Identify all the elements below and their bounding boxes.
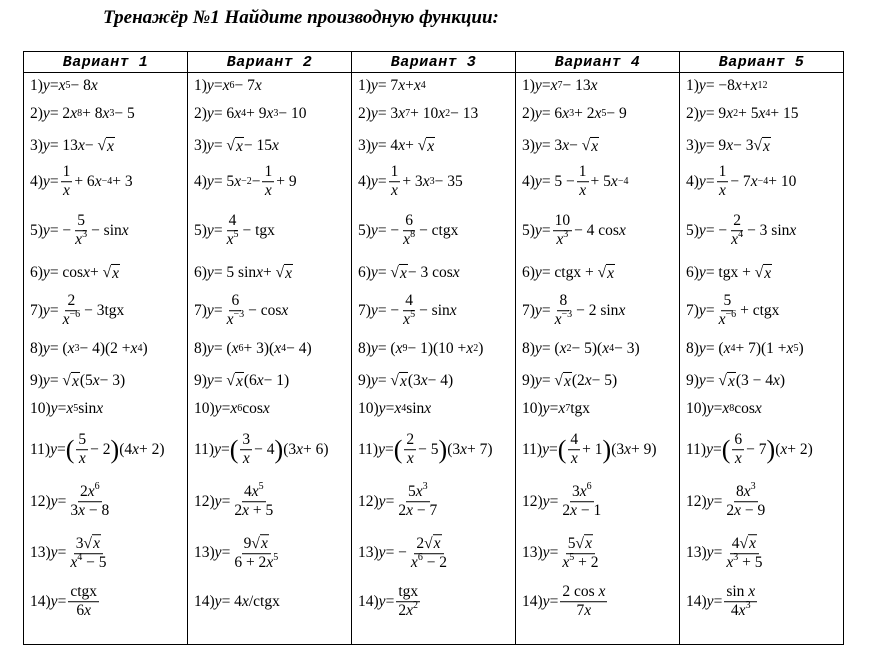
problem-item: 3) y = 4 x + √ x <box>358 136 435 155</box>
problem-item: 12) y = $\frac{4x^5}{2x + 5}$ <box>194 481 274 520</box>
problem-item: 10) y = x 4 sin x <box>358 400 432 417</box>
problem-item: 4) y = 5 − $\frac{1}{x}$ + 5 x −4 <box>522 163 629 200</box>
problem-item: 3) y = 3 x − √ x <box>522 136 599 155</box>
problem-item: 11) y = ( $\frac{5}{x}$ − 2 ) (4 x + 2) <box>30 431 165 468</box>
problem-item: 4) y = $\frac{1}{x}$ − 7 x −4 + 10 <box>686 163 797 200</box>
exercise-table <box>23 51 844 645</box>
problem-item: 1) y = 7 x + x 4 <box>358 77 426 94</box>
problem-item: 13) y = $\frac{4√x}{x^3 + 5}$ <box>686 535 763 572</box>
problem-item: 7) y = $\frac{2}{x^{-6}}$ − 3tgx <box>30 292 125 329</box>
problem-item: 13) y = − $\frac{2√x}{x^6 - 2}$ <box>358 535 448 572</box>
problem-item: 10) y = x 5 sin x <box>30 400 104 417</box>
problem-item: 8) y = ( x 4 + 7)(1 + x 5 ) <box>686 340 804 357</box>
problem-item: 10) y = x 8 cos x <box>686 400 762 417</box>
problem-item: 12) y = $\frac{8x^3}{2x - 9}$ <box>686 481 766 520</box>
variant-column <box>516 73 680 645</box>
problem-item: 4) y = 5 x −2 − $\frac{1}{x}$ + 9 <box>194 163 297 200</box>
variant-column <box>24 73 188 645</box>
problem-item: 8) y = ( x 9 − 1)(10 + x 2 ) <box>358 340 484 357</box>
problem-item: 8) y = ( x 3 − 4)(2 + x 4 ) <box>30 340 148 357</box>
problem-item: 12) y = $\frac{5x^3}{2x - 7}$ <box>358 481 438 520</box>
problem-item: 11) y = ( $\frac{3}{x}$ − 4 ) (3 x + 6) <box>194 431 329 468</box>
problem-item: 3) y = √ x − 15 x <box>194 136 279 155</box>
problem-item: 14) y = $\frac{\text{2 cos x}}{7x}$ <box>522 583 606 620</box>
problem-item: 3) y = 13 x − √ x <box>30 136 114 155</box>
problem-item: 7) y = $\frac{5}{x^{-6}}$ + ctgx <box>686 292 780 329</box>
problem-item: 3) y = 9 x − 3√ x <box>686 136 770 155</box>
problem-item: 14) y = $\frac{\text{sin x}}{4x^3}$ <box>686 583 756 620</box>
problem-item: 9) y = √ x (3 x − 4) <box>358 371 454 390</box>
problem-item: 14) y = $\frac{\text{tgx}}{2x^2}$ <box>358 583 419 620</box>
problem-item: 1) y = −8 x + x 12 <box>686 77 768 94</box>
problem-item: 2) y = 6 x 4 + 9 x 3 − 10 <box>194 105 307 122</box>
problem-item: 8) y = ( x 2 − 5)( x 4 − 3) <box>522 340 640 357</box>
variant-column <box>188 73 352 645</box>
problem-item: 2) y = 9 x 2 + 5 x 4 + 15 <box>686 105 799 122</box>
problem-item: 5) y = − $\frac{5}{x^3}$ − sin x <box>30 212 129 249</box>
problem-item: 11) y = ( $\frac{2}{x}$ − 5 ) (3 x + 7) <box>358 431 493 468</box>
problem-item: 7) y = $\frac{6}{x^{-3}}$ − cos x <box>194 292 289 329</box>
variant-header: Вариант 1 <box>24 52 188 73</box>
problem-item: 7) y = − $\frac{4}{x^5}$ − sin x <box>358 292 457 329</box>
problem-item: 1) y = x 7 − 13 x <box>522 77 598 94</box>
problem-item: 12) y = $\frac{3x^6}{2x - 1}$ <box>522 481 602 520</box>
problem-item: 10) y = x 7 tgx <box>522 400 591 417</box>
problem-item: 5) y = $\frac{10}{x^3}$ − 4 cos x <box>522 212 626 249</box>
problem-item: 2) y = 2 x 8 + 8 x 3 − 5 <box>30 105 135 122</box>
problem-item: 14) y = 4 x /ctgx <box>194 593 280 610</box>
variant-header-row <box>24 52 844 73</box>
problem-item: 2) y = 3 x 7 + 10 x 2 − 13 <box>358 105 479 122</box>
problem-item: 1) y = x 5 − 8 x <box>30 77 98 94</box>
problem-item: 5) y = $\frac{4}{x^5}$ − tgx <box>194 212 275 249</box>
problem-item: 11) y = ( $\frac{6}{x}$ − 7 ) ( x + 2) <box>686 431 813 468</box>
problem-item: 9) y = √ x (2 x − 5) <box>522 371 618 390</box>
problem-item: 5) y = − $\frac{2}{x^4}$ − 3 sin x <box>686 212 797 249</box>
variant-header: Вариант 5 <box>680 52 844 73</box>
problem-item: 4) y = $\frac{1}{x}$ + 6 x −4 + 3 <box>30 163 133 200</box>
problem-item: 7) y = $\frac{8}{x^{-3}}$ − 2 sin x <box>522 292 626 329</box>
problem-item: 13) y = $\frac{3√x}{x^4 - 5}$ <box>30 535 107 572</box>
variant-header: Вариант 2 <box>188 52 352 73</box>
problem-item: 10) y = x 6 cos x <box>194 400 270 417</box>
variant-column <box>680 73 844 645</box>
problem-item: 6) y = √ x − 3 cos x <box>358 263 460 282</box>
problem-item: 2) y = 6 x 3 + 2 x 5 − 9 <box>522 105 627 122</box>
problem-item: 5) y = − $\frac{6}{x^8}$ − ctgx <box>358 212 459 249</box>
page-title: Тренажёр №1 Найдите производную функции: <box>103 7 499 28</box>
problem-item: 11) y = ( $\frac{4}{x}$ + 1 ) (3 x + 9) <box>522 431 657 468</box>
problem-item: 6) y = tgx + √ x <box>686 263 772 282</box>
problem-item: 13) y = $\frac{9√x}{6 + 2x^5}$ <box>194 535 279 572</box>
problem-item: 6) y = cos x + √ x <box>30 263 119 282</box>
problem-item: 1) y = x 6 − 7 x <box>194 77 262 94</box>
problem-item: 13) y = $\frac{5√x}{x^5 + 2}$ <box>522 535 599 572</box>
problem-item: 9) y = √ x (5 x − 3) <box>30 371 126 390</box>
variant-header: Вариант 3 <box>352 52 516 73</box>
problem-item: 9) y = √ x (3 − 4 x ) <box>686 371 786 390</box>
problem-item: 14) y = $\frac{\text{ctgx}}{6x}$ <box>30 583 97 620</box>
problem-item: 12) y = $\frac{2x^6}{3x - 8}$ <box>30 481 110 520</box>
variant-header: Вариант 4 <box>516 52 680 73</box>
problem-item: 9) y = √ x (6 x − 1) <box>194 371 290 390</box>
problem-item: 6) y = 5 sin x + √ x <box>194 263 293 282</box>
problem-item: 6) y = ctgx + √ x <box>522 263 615 282</box>
variant-column <box>352 73 516 645</box>
problem-item: 8) y = ( x 6 + 3)( x 4 − 4) <box>194 340 312 357</box>
problem-item: 4) y = $\frac{1}{x}$ + 3 x 3 − 35 <box>358 163 463 200</box>
